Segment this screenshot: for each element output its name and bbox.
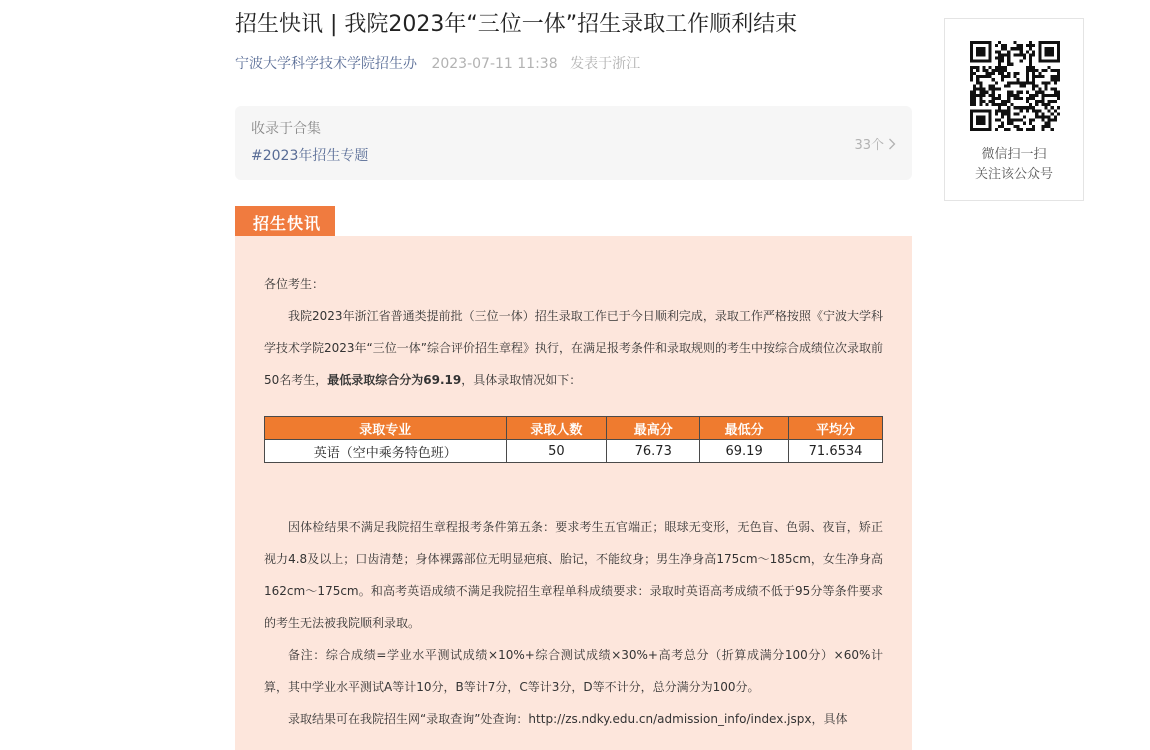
qr-card — [944, 18, 1084, 201]
banner-label: 招生快讯 — [235, 206, 335, 244]
table-cell: 76.73 — [607, 440, 700, 463]
article — [235, 0, 912, 726]
album-tag[interactable]: #2023年招生专题 — [251, 148, 369, 164]
article-title: 招生快讯 | 我院2023年“三位一体”招生录取工作顺利结束 — [235, 12, 798, 37]
paragraph-1 — [264, 300, 883, 396]
paragraph-4: 录取结果可在我院招生网“录取查询”处查询：http://zs.ndky.edu.cn/admission_info/index.jspx，具体 — [288, 712, 848, 726]
qr-caption-line2: 关注该公众号 — [974, 167, 1053, 182]
publish-time: 2023-07-11 11:38 — [431, 56, 558, 72]
article-content — [235, 236, 912, 750]
album-label: 收录于合集 — [251, 121, 321, 137]
table-header: 平均分 — [789, 417, 883, 440]
paragraph-1-text-b: ，具体录取情况如下： — [461, 373, 582, 387]
paragraph-2: 因体检结果不满足我院招生章程报考条件第五条：要求考生五官端正；眼球无变形，无色盲、色弱、夜盲，矫正视力4.8及以上；口齿清楚；身体裸露部位无明显疤痕、胎记，不能纹身；男生净身高175cm～185cm，女生净身高162cm～175cm。和高考英语成绩不满足我院招生章程单科成绩要求：录取时英语高考成绩不低于95分等条件要求的考生无法被我院顺利录取。 — [264, 520, 883, 630]
table-header: 录取人数 — [506, 417, 607, 440]
qr-caption-line1: 微信扫一扫 — [981, 147, 1047, 162]
table-cell: 71.6534 — [789, 440, 883, 463]
album-card[interactable] — [235, 106, 912, 180]
table-cell: 69.19 — [700, 440, 789, 463]
table-header-row — [265, 417, 883, 440]
album-count[interactable] — [854, 134, 896, 153]
min-score-highlight: 最低录取综合分为69.19 — [327, 373, 462, 387]
table-cell: 50 — [506, 440, 607, 463]
greeting: 各位考生： — [264, 277, 325, 291]
admission-table — [264, 416, 883, 463]
album-count-text: 33个 — [854, 138, 884, 153]
table-header: 最低分 — [700, 417, 789, 440]
qr-caption — [945, 145, 1083, 185]
table-cell: 英语（空中乘务特色班） — [265, 440, 507, 463]
paragraph-3: 备注：综合成绩=学业水平测试成绩×10%+综合测试成绩×30%+高考总分（折算成满分100分）×60%计算，其中学业水平测试A等计10分，B等计7分，C等计3分，D等不计分，总分满分为100分。 — [264, 648, 883, 694]
table-header: 最高分 — [607, 417, 700, 440]
article-meta — [235, 54, 912, 74]
author-link[interactable]: 宁波大学科学技术学院招生办 — [235, 56, 417, 72]
chevron-right-icon — [888, 138, 896, 150]
paragraph-1-text-a: 我院2023年浙江省普通类提前批（三位一体）招生录取工作已于今日顺利完成，录取工作严格按照《宁波大学科学技术学院2023年“三位一体”综合评价招生章程》执行，在满足报考条件和录取规则的考生中按综合成绩位次录取前50名考生， — [264, 309, 883, 387]
publish-location: 发表于浙江 — [570, 56, 641, 72]
table-header: 录取专业 — [265, 417, 507, 440]
table-row — [265, 440, 883, 463]
qr-code-icon — [970, 41, 1060, 131]
